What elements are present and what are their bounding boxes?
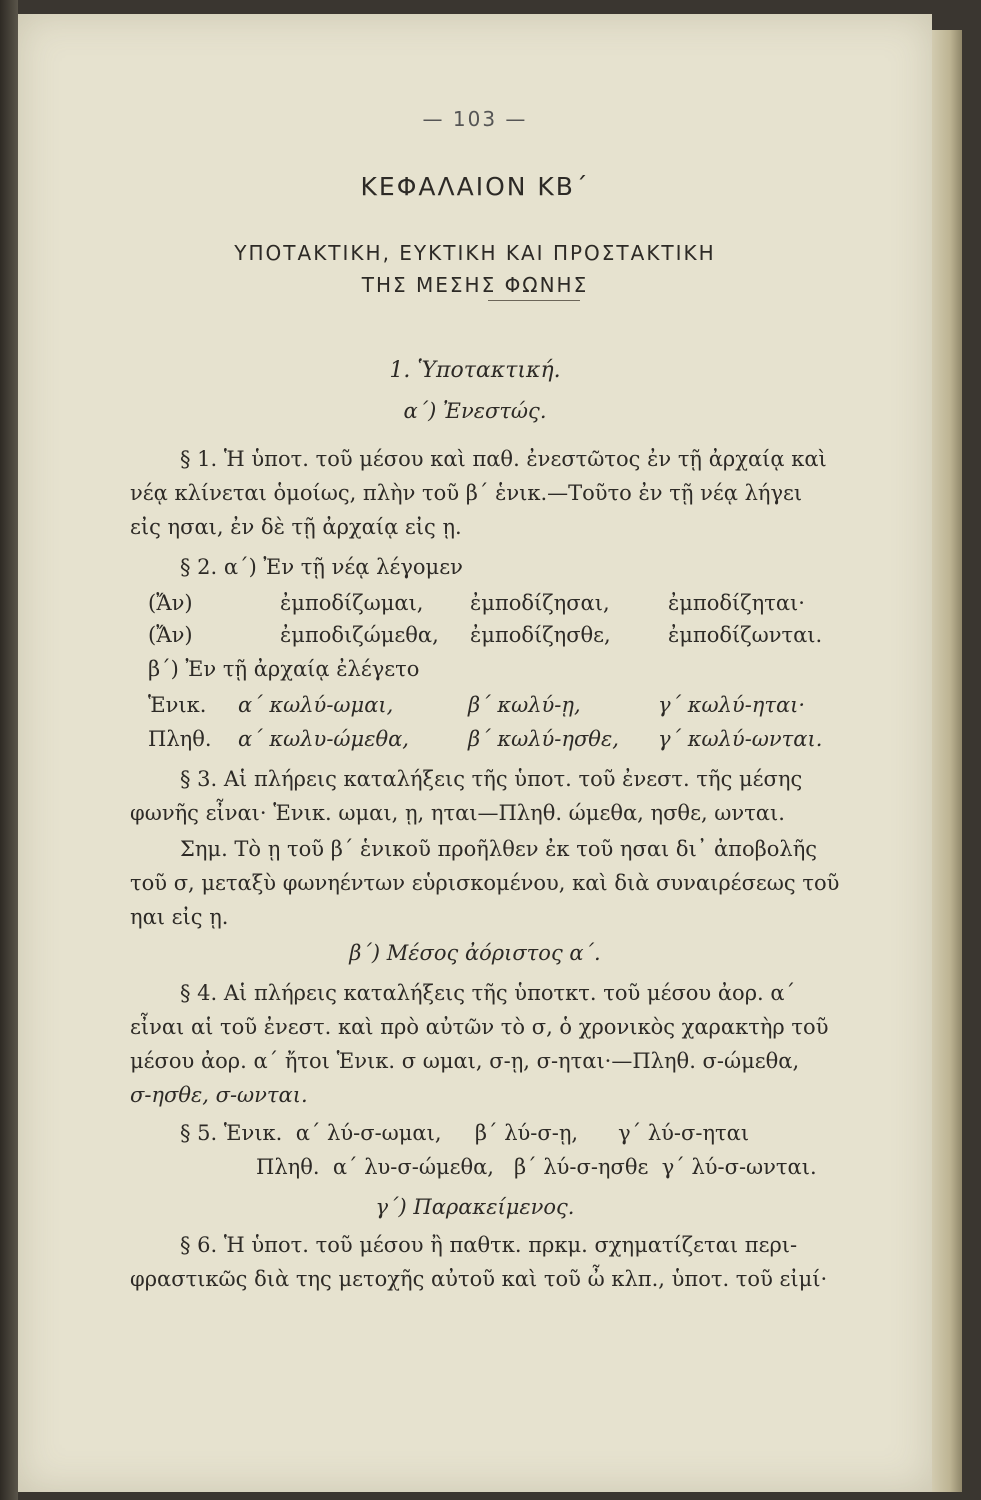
subheading-aorist: β΄) Μέσος ἀόριστος α΄.	[349, 941, 601, 965]
book-page	[18, 14, 932, 1492]
paragraph-4-line-3: μέσου ἀορ. α΄ ἤτοι Ἑνικ. σ ωμαι, σ-ῃ, σ-ηται·—Πληθ. σ-ώμεθα,	[130, 1049, 800, 1073]
paragraph-4-line-2: εἶναι αἱ τοῦ ἐνεστ. καὶ πρὸ αὐτῶν τὸ σ, ὁ χρονικὸς χαρακτὴρ τοῦ	[130, 1015, 829, 1039]
subheading-present: α΄) Ἐνεστώς.	[403, 399, 547, 423]
paragraph-6-line-1: § 6. Ἡ ὑποτ. τοῦ μέσου ἢ παθτκ. πρκμ. σχηματίζεται περι-	[180, 1233, 798, 1257]
note-line-3: ηαι εἰς ῃ.	[130, 905, 229, 929]
paragraph-4-line-1: § 4. Αἱ πλήρεις καταλήξεις τῆς ὑποτκτ. τοῦ μέσου ἀορ. α΄	[180, 981, 796, 1005]
table-cell: γ΄ κωλύ-ηται·	[658, 693, 806, 717]
table-cell: α΄ κωλύ-ωμαι,	[238, 693, 394, 717]
paragraph-2-ancient: β΄) Ἐν τῇ ἀρχαίᾳ ἐλέγετο	[148, 657, 420, 681]
paragraph-1-line-2: νέᾳ κλίνεται ὁμοίως, πλὴν τοῦ β΄ ἑνικ.—Τοῦτο ἐν τῇ νέᾳ λήγει	[130, 481, 803, 505]
table-cell: Ἑνικ.	[148, 693, 207, 717]
table-cell: β΄ κωλύ-ῃ,	[468, 693, 581, 717]
paragraph-4-line-4: σ-ησθε, σ-ωνται.	[130, 1083, 308, 1107]
paragraph-6-line-2: φραστικῶς διὰ της μετοχῆς αὐτοῦ καὶ τοῦ ὦ κλπ., ὑποτ. τοῦ εἰμί·	[130, 1267, 828, 1291]
table-cell: ἐμποδίζηται·	[668, 591, 805, 615]
table-cell: ἐμποδιζώμεθα,	[280, 623, 439, 647]
page-number: — 103 —	[422, 107, 528, 131]
table-cell: β΄ κωλύ-ησθε,	[468, 727, 619, 751]
table-cell: Πληθ.	[148, 727, 212, 751]
paragraph-2-line-1: § 2. α΄) Ἐν τῇ νέᾳ λέγομεν	[180, 555, 463, 579]
paragraph-1-line-3: εἰς ησαι, ἐν δὲ τῇ ἀρχαίᾳ εἰς ῃ.	[130, 515, 462, 539]
table-cell: α΄ κωλυ-ώμεθα,	[238, 727, 409, 751]
book-gutter	[0, 0, 18, 1500]
paragraph-1-line-1: § 1. Ἡ ὑποτ. τοῦ μέσου καὶ παθ. ἐνεστῶτος ἐν τῇ ἀρχαίᾳ καὶ	[180, 447, 827, 471]
table-cell: ἐμποδίζωμαι,	[280, 591, 424, 615]
chapter-subtitle-line-1: ΥΠΟΤΑΚΤΙΚΗ, ΕΥΚΤΙΚΗ ΚΑΙ ΠΡΟΣΤΑΚΤΙΚΗ	[234, 241, 716, 265]
table-cell: ἐμποδίζησθε,	[470, 623, 611, 647]
note-line-1: Σημ. Τὸ ῃ τοῦ β΄ ἑνικοῦ προῆλθεν ἐκ τοῦ ησαι δι᾽ ἀποβολῆς	[180, 837, 818, 861]
chapter-title: ΚΕΦΑΛΑΙΟΝ ΚΒ΄	[360, 172, 590, 201]
paragraph-5-line-1: § 5. Ἑνικ. α΄ λύ-σ-ωμαι, β΄ λύ-σ-ῃ, γ΄ λύ-σ-ηται	[180, 1121, 750, 1145]
section-heading: 1. Ὑποτακτική.	[389, 358, 561, 383]
table-cell: ἐμποδίζωνται.	[668, 623, 823, 647]
subheading-perfect: γ΄) Παρακείμενος.	[375, 1195, 575, 1219]
table-cell: ἐμποδίζησαι,	[470, 591, 610, 615]
chapter-subtitle-line-2: ΤΗΣ ΜΕΣΗΣ ΦΩΝΗΣ	[361, 273, 589, 297]
title-divider	[488, 300, 580, 301]
paragraph-5-line-2: Πληθ. α΄ λυ-σ-ώμεθα, β΄ λύ-σ-ησθε γ΄ λύ-σ-ωνται.	[256, 1155, 817, 1179]
note-line-2: τοῦ σ, μεταξὺ φωνηέντων εὑρισκομένου, καὶ διὰ συναιρέσεως τοῦ	[130, 871, 840, 895]
table-cell: γ΄ κωλύ-ωνται.	[658, 727, 823, 751]
table-cell: (Ἄν)	[148, 591, 193, 615]
table-cell: (Ἄν)	[148, 623, 193, 647]
page-edges	[932, 30, 962, 1492]
paragraph-3-line-2: φωνῆς εἶναι· Ἑνικ. ωμαι, ῃ, ηται—Πληθ. ώμεθα, ησθε, ωνται.	[130, 801, 785, 825]
paragraph-3-line-1: § 3. Αἱ πλήρεις καταλήξεις τῆς ὑποτ. τοῦ ἐνεστ. τῆς μέσης	[180, 767, 803, 791]
